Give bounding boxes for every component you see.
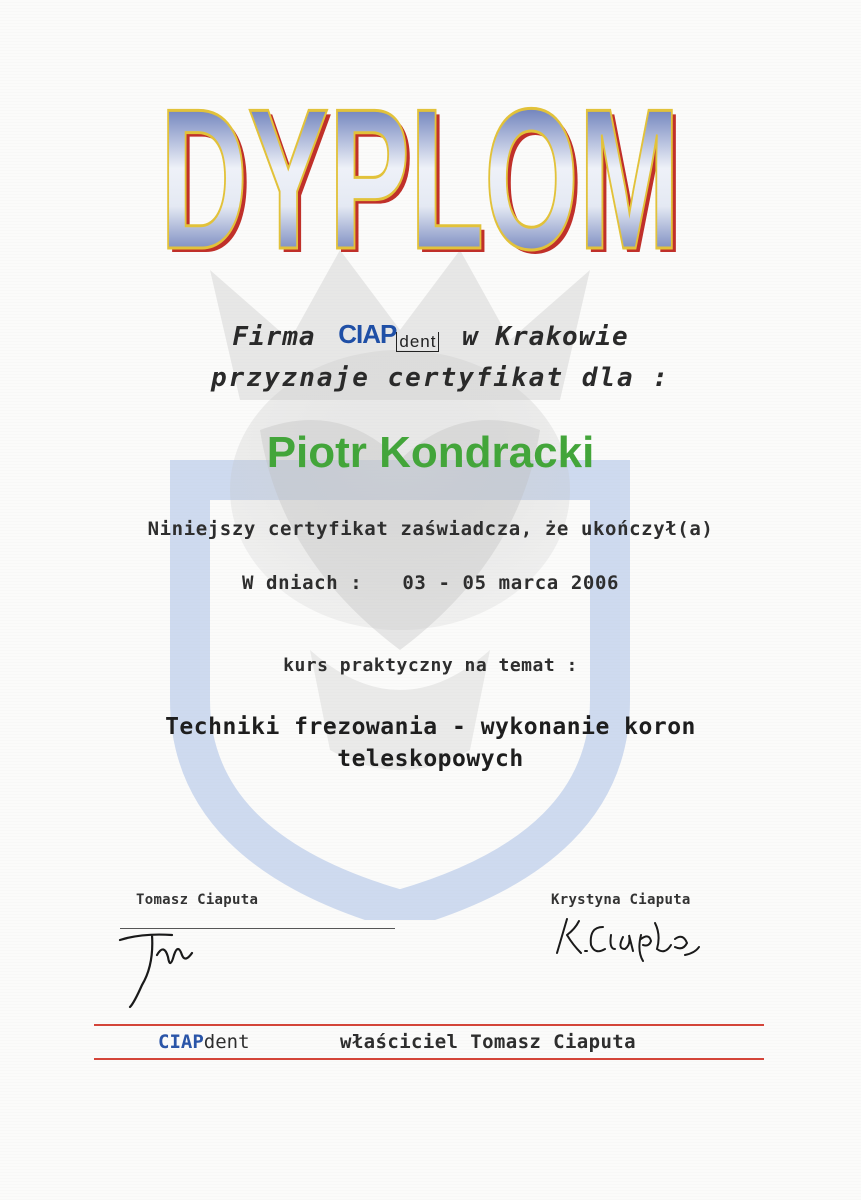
signature-right-name: Krystyna Ciaputa bbox=[551, 892, 691, 908]
course-topic-line2: teleskopowych bbox=[337, 746, 524, 772]
signature-left-name: Tomasz Ciaputa bbox=[136, 892, 259, 908]
course-topic bbox=[0, 711, 861, 775]
footer-brand-dent: dent bbox=[203, 1031, 250, 1053]
footer-rule-top bbox=[94, 1024, 764, 1026]
brand-logo bbox=[338, 319, 439, 350]
recipient-name: Piotr Kondracki bbox=[266, 428, 595, 477]
footer-brand-ciap: CIAP bbox=[158, 1031, 204, 1053]
footer-rule-bottom bbox=[94, 1058, 764, 1060]
firma-suffix: w Krakowie bbox=[462, 322, 629, 352]
dates-line bbox=[0, 572, 861, 594]
footer-owner: właściciel Tomasz Ciaputa bbox=[340, 1031, 636, 1053]
certificate-statement: Niniejszy certyfikat zaświadcza, że ukończył(a) bbox=[147, 518, 714, 540]
diploma-title bbox=[150, 98, 690, 268]
svg-text:DYPLOM: DYPLOM bbox=[164, 98, 684, 268]
firma-prefix: Firma bbox=[232, 322, 316, 352]
course-topic-line1: Techniki frezowania - wykonanie koron bbox=[165, 714, 696, 740]
signature-right-icon bbox=[545, 905, 705, 965]
dates-value: 03 - 05 marca 2006 bbox=[402, 572, 620, 594]
company-line bbox=[0, 319, 861, 353]
brand-ciap: CIAP bbox=[338, 319, 397, 349]
signature-left-icon bbox=[112, 915, 222, 1015]
footer-brand bbox=[158, 1031, 250, 1053]
brand-dent: dent bbox=[396, 332, 439, 352]
course-intro: kurs praktyczny na temat : bbox=[283, 655, 578, 676]
dates-label: W dniach : bbox=[241, 572, 363, 594]
awards-line: przyznaje certyfikat dla : bbox=[211, 363, 670, 393]
svg-text:DYPLOM: DYPLOM bbox=[160, 98, 680, 268]
diploma-title-graphic bbox=[150, 98, 690, 268]
